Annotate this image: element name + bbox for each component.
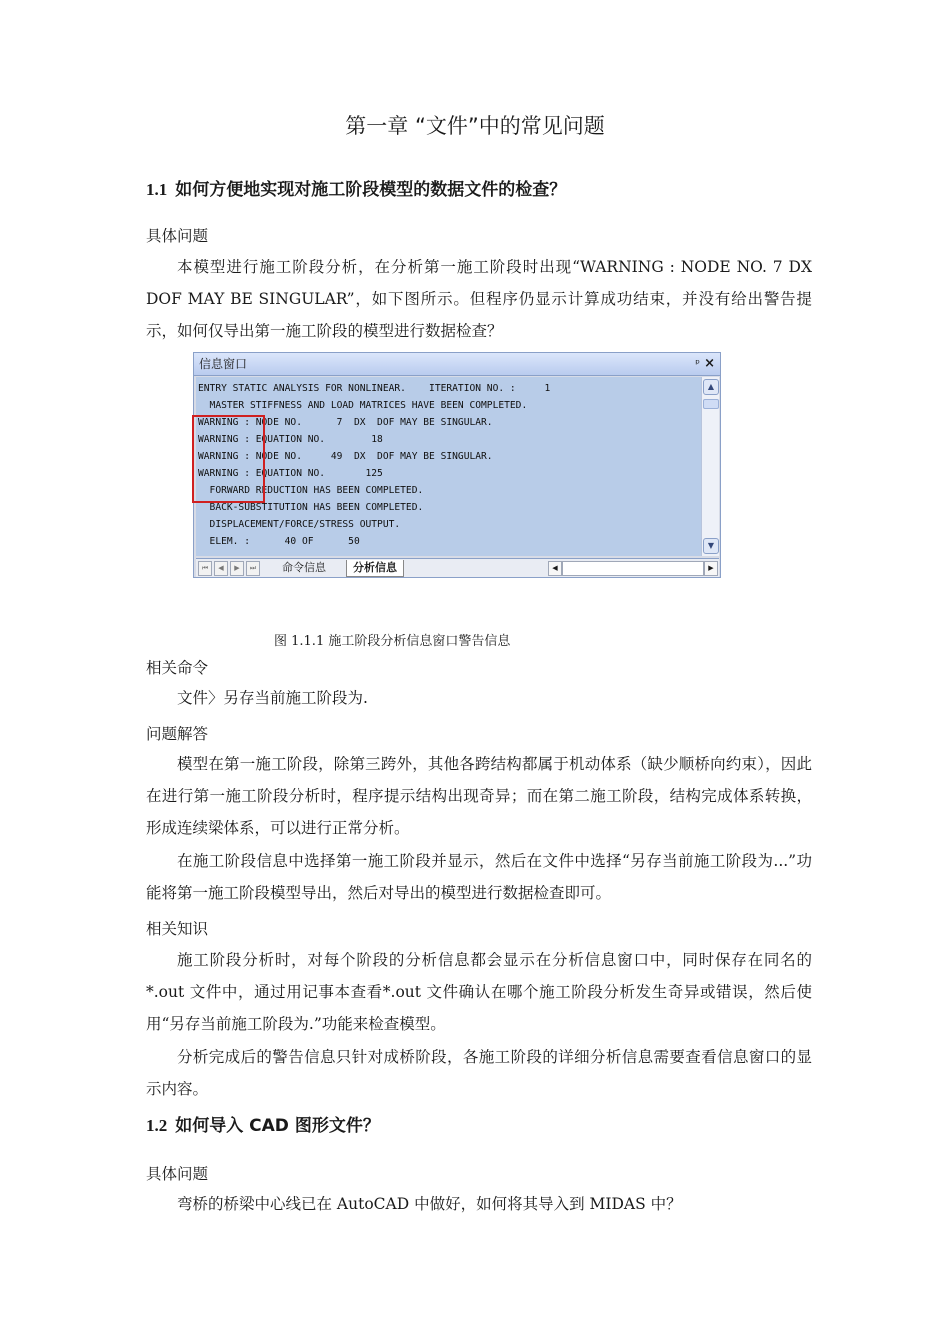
pin-icon[interactable]: ᵖ — [695, 357, 700, 370]
console-line: ELEM. : 40 OF 50 — [198, 536, 360, 547]
console-line: WARNING : NODE NO. 7 DX DOF MAY BE SINGULAR. — [198, 417, 493, 428]
console-line: DISPLACEMENT/FORCE/STRESS OUTPUT. — [198, 519, 401, 530]
console-line: FORWARD REDUCTION HAS BEEN COMPLETED. — [198, 485, 424, 496]
horizontal-scrollbar[interactable] — [562, 561, 704, 576]
console-line: BACK-SUBSTITUTION HAS BEEN COMPLETED. — [198, 502, 424, 513]
label-command: 相关命令 — [146, 659, 209, 677]
vertical-scrollbar[interactable] — [701, 377, 719, 556]
hscroll-left-icon[interactable]: ◀ — [548, 561, 562, 576]
hscroll-right-icon[interactable]: ▶ — [704, 561, 718, 576]
knowledge-paragraph-2: 分析完成后的警告信息只针对成桥阶段，各施工阶段的详细分析信息需要查看信息窗口的显示内容。 — [146, 1048, 812, 1098]
knowledge-paragraph-1: 施工阶段分析时，对每个阶段的分析信息都会显示在分析信息窗口中，同时保存在同名的*.out 文件中，通过用记事本查看*.out 文件确认在哪个施工阶段分析发生奇异或错误，然后使用“另存当前施工阶段为.”功能来检查模型。 — [146, 951, 812, 1033]
console-line: WARNING : EQUATION NO. 125 — [198, 468, 383, 479]
label-problem-2: 具体问题 — [146, 1165, 209, 1183]
section-number: 1.1 — [146, 180, 168, 199]
section-title: 如何导入 CAD 图形文件？ — [175, 1116, 380, 1136]
section-heading-1-1 — [146, 175, 566, 200]
warning-highlight-box — [192, 415, 265, 503]
problem-paragraph-2: 弯桥的桥梁中心线已在 AutoCAD 中做好，如何将其导入到 MIDAS 中？ — [177, 1195, 682, 1213]
console-line: ENTRY STATIC ANALYSIS FOR NONLINEAR. ITERATION NO. : 1 — [198, 383, 551, 394]
answer-paragraph-2: 在施工阶段信息中选择第一施工阶段并显示，然后在文件中选择“另存当前施工阶段为...”功能将第一施工阶段模型导出，然后对导出的模型进行数据检查即可。 — [146, 852, 812, 902]
info-window — [193, 352, 721, 578]
message-console — [196, 377, 702, 556]
figure-caption: 图 1.1.1 施工阶段分析信息窗口警告信息 — [274, 634, 511, 649]
problem-paragraph: 本模型进行施工阶段分析，在分析第一施工阶段时出现“WARNING : NODE NO. 7 DX DOF MAY BE SINGULAR”，如下图所示。但程序仍显示计算成功结束，并没有给出警告提示，如何仅导出第一施工阶段的模型进行数据检查？ — [146, 258, 812, 340]
next-tab-icon[interactable]: ▶ — [230, 561, 244, 576]
tab-command-info[interactable]: 命令信息 — [282, 561, 326, 574]
answer-paragraph-1: 模型在第一施工阶段，除第三跨外，其他各跨结构都属于机动体系（缺少顺桥向约束），因此在进行第一施工阶段分析时，程序提示结构出现奇异；而在第二施工阶段，结构完成体系转换，形成连续梁体系，可以进行正常分析。 — [146, 755, 812, 837]
tab-bar — [196, 558, 719, 577]
scroll-thumb[interactable] — [703, 399, 719, 409]
label-problem: 具体问题 — [146, 227, 209, 245]
label-knowledge: 相关知识 — [146, 920, 209, 938]
scroll-up-icon[interactable]: ▲ — [703, 379, 719, 395]
console-line: WARNING : NODE NO. 49 DX DOF MAY BE SINGULAR. — [198, 451, 493, 462]
section-heading-1-2 — [146, 1111, 380, 1136]
window-title: 信息窗口 — [199, 357, 248, 371]
console-line: WARNING : EQUATION NO. 18 — [198, 434, 383, 445]
last-tab-icon[interactable]: ⏭ — [246, 561, 260, 576]
section-title: 如何方便地实现对施工阶段模型的数据文件的检查？ — [175, 180, 567, 200]
scroll-down-icon[interactable]: ▼ — [703, 538, 719, 554]
label-answer: 问题解答 — [146, 725, 209, 743]
section-number: 1.2 — [146, 1116, 168, 1135]
window-titlebar — [194, 353, 720, 376]
chapter-title: 第一章 “文件”中的常见问题 — [345, 114, 605, 138]
close-icon[interactable]: × — [704, 356, 715, 371]
prev-tab-icon[interactable]: ◀ — [214, 561, 228, 576]
tab-analysis-info[interactable]: 分析信息 — [346, 560, 404, 577]
command-text: 文件〉另存当前施工阶段为. — [177, 689, 368, 707]
console-line: MASTER STIFFNESS AND LOAD MATRICES HAVE BEEN COMPLETED. — [198, 400, 528, 411]
first-tab-icon[interactable]: ⏮ — [198, 561, 212, 576]
